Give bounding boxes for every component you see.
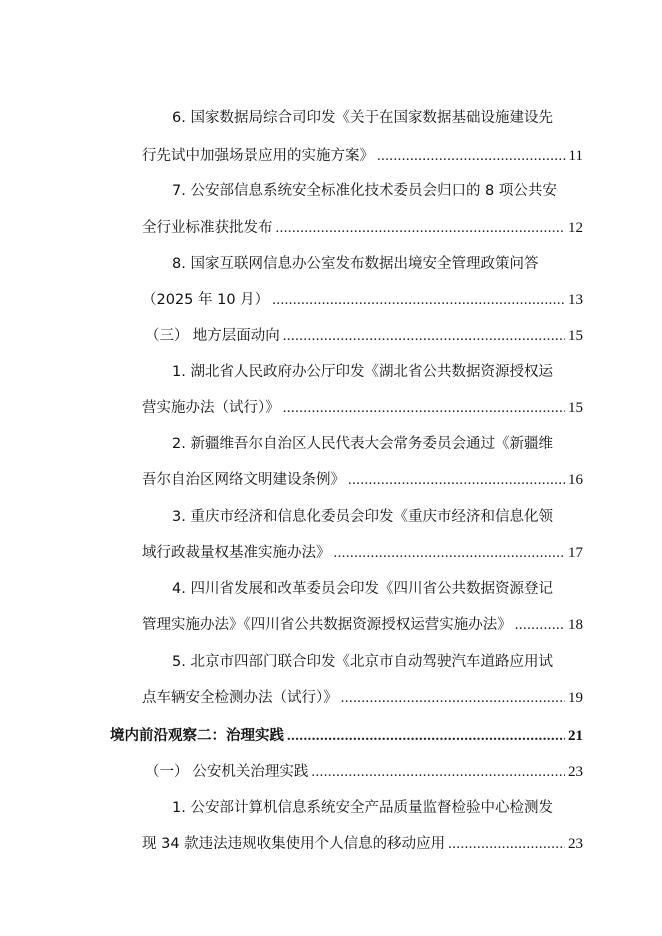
page-number: 13 <box>568 292 583 308</box>
toc-part-2[interactable] <box>110 726 583 746</box>
toc-entry-text: 4. 四川省发展和改革委员会印发《四川省公共数据资源登记 <box>172 581 553 597</box>
dot-leader <box>276 218 566 238</box>
toc-entry-text: 现 34 款违法违规收集使用个人信息的移动应用 <box>142 836 446 852</box>
toc-entry-text: 1. 公安部计算机信息系统安全产品质量监督检验中心检测发 <box>172 800 553 816</box>
toc-entry-2-line1[interactable] <box>172 434 583 454</box>
toc-entry-text: 吾尔自治区网络文明建设条例》 <box>142 472 345 488</box>
section-title: 地方层面动向 <box>192 328 280 344</box>
toc-entry-4-line1[interactable] <box>172 579 583 599</box>
page-number: 11 <box>568 148 583 164</box>
dot-leader <box>283 326 565 346</box>
toc-entry-text: 营实施办法（试行）》 <box>142 400 280 416</box>
page-number: 15 <box>568 328 583 344</box>
page-number: 19 <box>568 690 583 706</box>
toc-entry-text: 管理实施办法》《四川省公共数据资源授权运营实施办法》 <box>142 617 512 633</box>
page-number: 21 <box>568 728 583 744</box>
toc-entry-1-line1[interactable] <box>172 362 583 382</box>
toc-entry-text: 5. 北京市四部门联合印发《北京市自动驾驶汽车道路应用试 <box>172 654 553 670</box>
toc-entry-6-line1[interactable] <box>172 108 583 128</box>
toc-entry-text: 点车辆安全检测办法（试行）》 <box>142 690 338 706</box>
dot-leader <box>311 762 565 782</box>
section-number: （一） <box>145 764 189 780</box>
toc-section-3[interactable] <box>145 326 583 346</box>
page-number: 15 <box>568 400 583 416</box>
toc-entry-text: 行先试中加强场景应用的实施方案》 <box>142 148 374 164</box>
toc-entry-text: 8. 国家互联网信息办公室发布数据出境安全管理政策问答 <box>172 256 539 272</box>
toc-entry-5-line1[interactable] <box>172 652 583 672</box>
page-number: 18 <box>568 617 583 633</box>
toc-entry-4-line2[interactable] <box>142 615 583 635</box>
toc-entry-2-line2[interactable] <box>142 470 583 490</box>
section-title: 公安机关治理实践 <box>192 764 309 780</box>
dot-leader <box>272 290 565 310</box>
dot-leader <box>287 726 565 746</box>
toc-entry-1-line2[interactable] <box>142 398 583 418</box>
toc-entry-8-line2[interactable] <box>142 290 583 310</box>
dot-leader <box>341 688 565 708</box>
dot-leader <box>515 615 565 635</box>
toc-entry-text: 7. 公安部信息系统安全标准化技术委员会归口的 8 项公共安 <box>172 183 557 199</box>
toc-section-1[interactable] <box>145 762 583 782</box>
dot-leader <box>348 470 565 490</box>
page-number: 16 <box>568 472 583 488</box>
toc-entry-text: （2025 年 10 月） <box>142 292 270 308</box>
dot-leader <box>448 834 565 854</box>
page-number: 23 <box>568 764 583 780</box>
toc-entry-text: 2. 新疆维吾尔自治区人民代表大会常务委员会通过《新疆维 <box>172 436 553 452</box>
part-title: 境内前沿观察二：治理实践 <box>110 728 284 744</box>
section-number: （三） <box>145 328 189 344</box>
toc-entry-text: 1. 湖北省人民政府办公厅印发《湖北省公共数据资源授权运 <box>172 364 553 380</box>
toc-entry-text: 6. 国家数据局综合司印发《关于在国家数据基础设施建设先 <box>172 110 553 126</box>
page-number: 17 <box>568 545 583 561</box>
toc-entry-text: 全行业标准获批发布 <box>142 220 273 236</box>
toc-entry-7-line2[interactable] <box>142 218 583 238</box>
toc-entry-6-line2[interactable] <box>142 146 583 166</box>
page-number: 23 <box>568 836 583 852</box>
dot-leader <box>283 398 565 418</box>
toc-entry-3-line1[interactable] <box>172 507 583 527</box>
toc-entry-p2-1-line2[interactable] <box>142 834 583 854</box>
dot-leader <box>377 146 566 166</box>
toc-entry-text: 3. 重庆市经济和信息化委员会印发《重庆市经济和信息化领 <box>172 509 553 525</box>
toc-entry-7-line1[interactable] <box>172 181 583 201</box>
toc-entry-p2-1-line1[interactable] <box>172 798 583 818</box>
toc-entry-3-line2[interactable] <box>142 543 583 563</box>
page-number: 12 <box>568 220 583 236</box>
toc-entry-8-line1[interactable] <box>172 254 583 274</box>
toc-entry-5-line2[interactable] <box>142 688 583 708</box>
dot-leader <box>334 543 566 563</box>
toc-entry-text: 域行政裁量权基准实施办法》 <box>142 545 331 561</box>
